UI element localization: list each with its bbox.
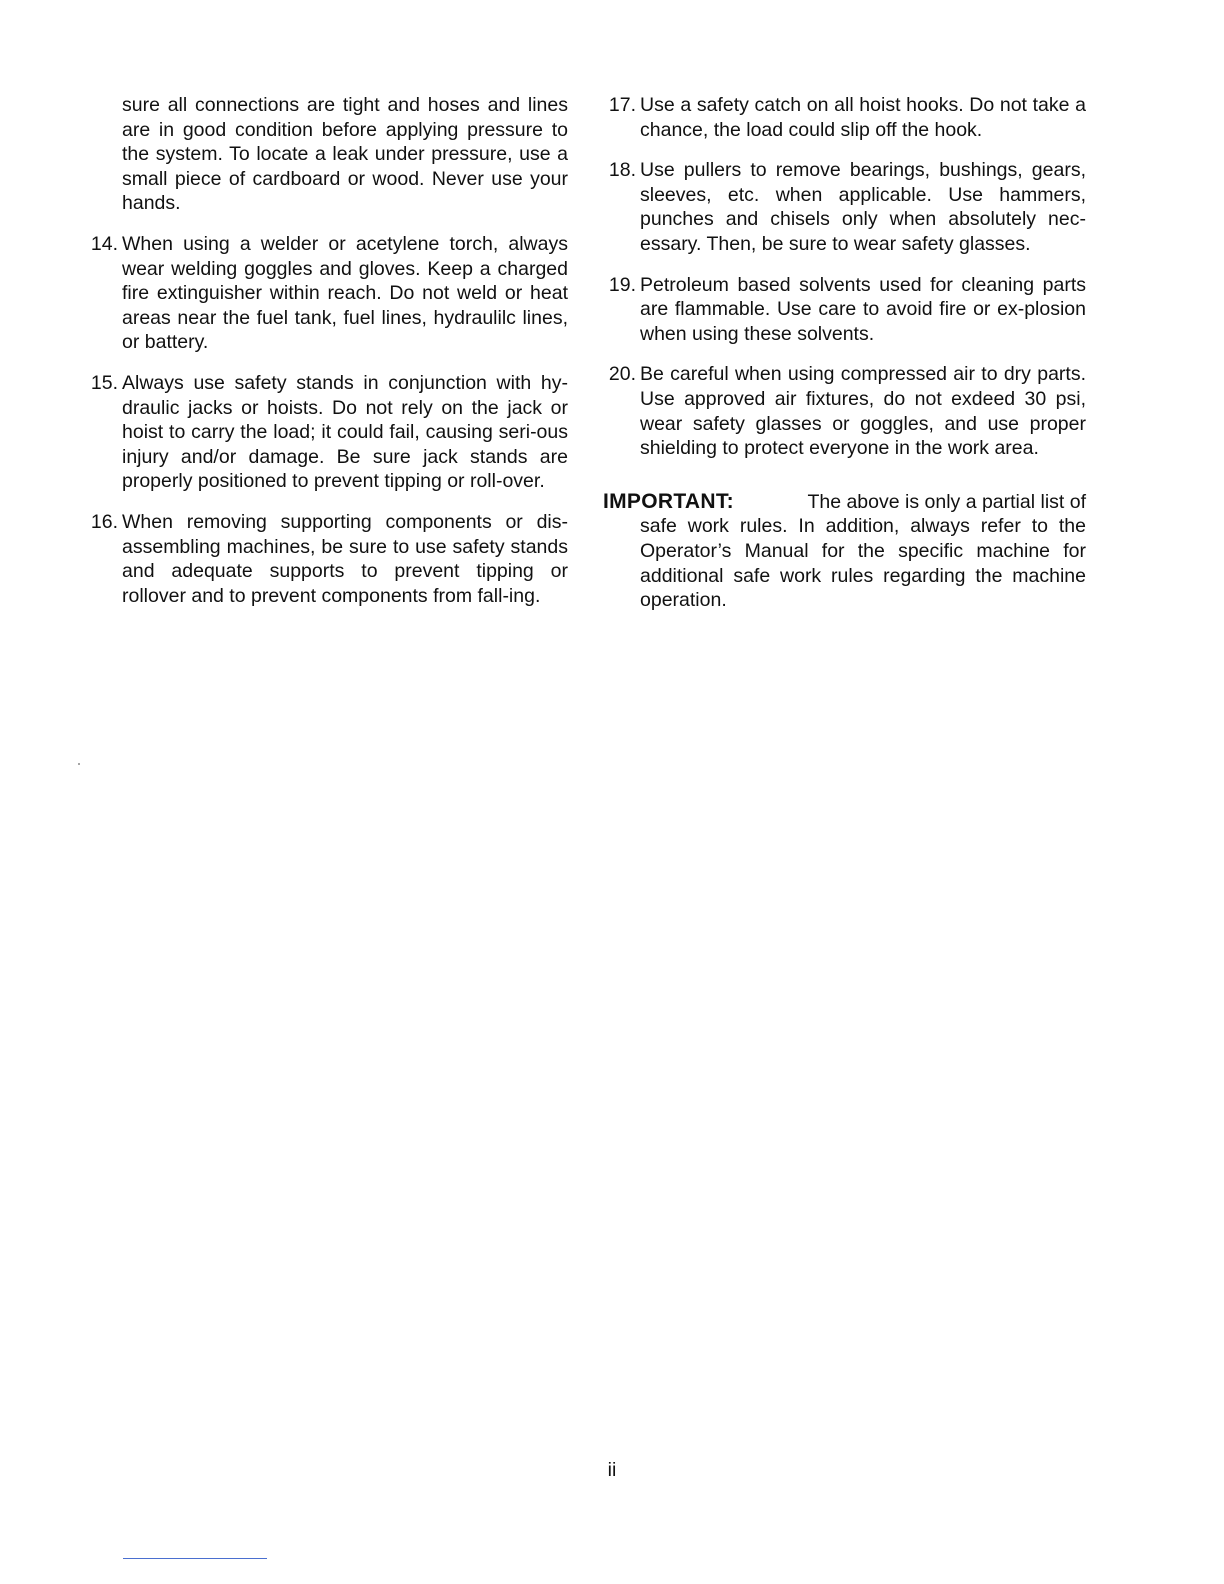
list-item-number: 15. bbox=[90, 371, 118, 394]
list-item-text: Petroleum based solvents used for cleaning parts are flammable. Use care to avoid fire or ex-plosion when using these solvents. bbox=[640, 273, 1086, 345]
list-item-text: When using a welder or acetylene torch, always wear welding goggles and gloves. Keep a charged fire extinguisher within reach. Do not weld or heat areas near the fuel tank, fuel lines, hydraulilc lines, or battery. bbox=[122, 232, 568, 354]
list-item-text: Always use safety stands in conjunction with hy-draulic jacks or hoists. Do not rely on the jack or hoist to carry the load; it could fail, causing seri-ous injury and/or damage. Be sure jack stands are properly positioned to prevent tipping or roll-over. bbox=[122, 371, 568, 493]
important-label: IMPORTANT: bbox=[603, 489, 734, 513]
important-text-row bbox=[640, 514, 1086, 612]
list-item-text: When removing supporting components or dis-assembling machines, be sure to use safety stands and adequate supports to prevent tipping or rollover and to prevent components from fall-ing. bbox=[122, 510, 568, 607]
list-item-text: Use pullers to remove bearings, bushings, gears, sleeves, etc. when applicable. Use hammers, punches and chisels only when absolutely nec-essary. Then, be sure to wear safety glasses. bbox=[640, 159, 1086, 255]
list-item-number: 14. bbox=[90, 232, 118, 255]
list-item-16 bbox=[90, 510, 568, 608]
list-item-17 bbox=[608, 93, 1086, 142]
list-item-19 bbox=[608, 273, 1086, 347]
continued-paragraph bbox=[122, 93, 568, 216]
list-item-number: 19. bbox=[608, 273, 636, 296]
right-column bbox=[603, 93, 1086, 613]
list-item-number: 16. bbox=[90, 510, 118, 533]
important-note bbox=[603, 489, 1086, 613]
list-item-18 bbox=[608, 158, 1086, 256]
list-item-text: Be careful when using compressed air to dry parts. Use approved air fixtures, do not exdeed 30 psi, wear safety glasses or goggles, and use proper shielding to protect everyone in the work area. bbox=[640, 363, 1086, 460]
important-text: safe work rules. In addition, always refer to the Operator’s Manual for the specific machine for additional safe work rules regarding the machine operation. bbox=[640, 515, 1086, 612]
list-item-14 bbox=[90, 232, 568, 355]
list-item-15 bbox=[90, 371, 568, 494]
scan-speck bbox=[78, 763, 80, 765]
important-first-line: The above is only a partial list of bbox=[807, 490, 1086, 513]
list-item-number: 17. bbox=[608, 94, 636, 116]
page-number: ii bbox=[607, 1459, 617, 1481]
list-item-text: Use a safety catch on all hoist hooks. Do not take a chance, the load could slip off the hook. bbox=[640, 94, 1086, 141]
list-item-20 bbox=[608, 362, 1086, 460]
list-item-number: 18. bbox=[608, 159, 636, 182]
list-item-number: 20. bbox=[608, 363, 636, 386]
left-column bbox=[90, 93, 568, 624]
footer-rule bbox=[123, 1558, 267, 1559]
continued-paragraph-text: sure all connections are tight and hoses and lines are in good condition before applying pressure to the system. To locate a leak under pressure, use a small piece of cardboard or wood. Never use your hands. bbox=[122, 94, 568, 215]
